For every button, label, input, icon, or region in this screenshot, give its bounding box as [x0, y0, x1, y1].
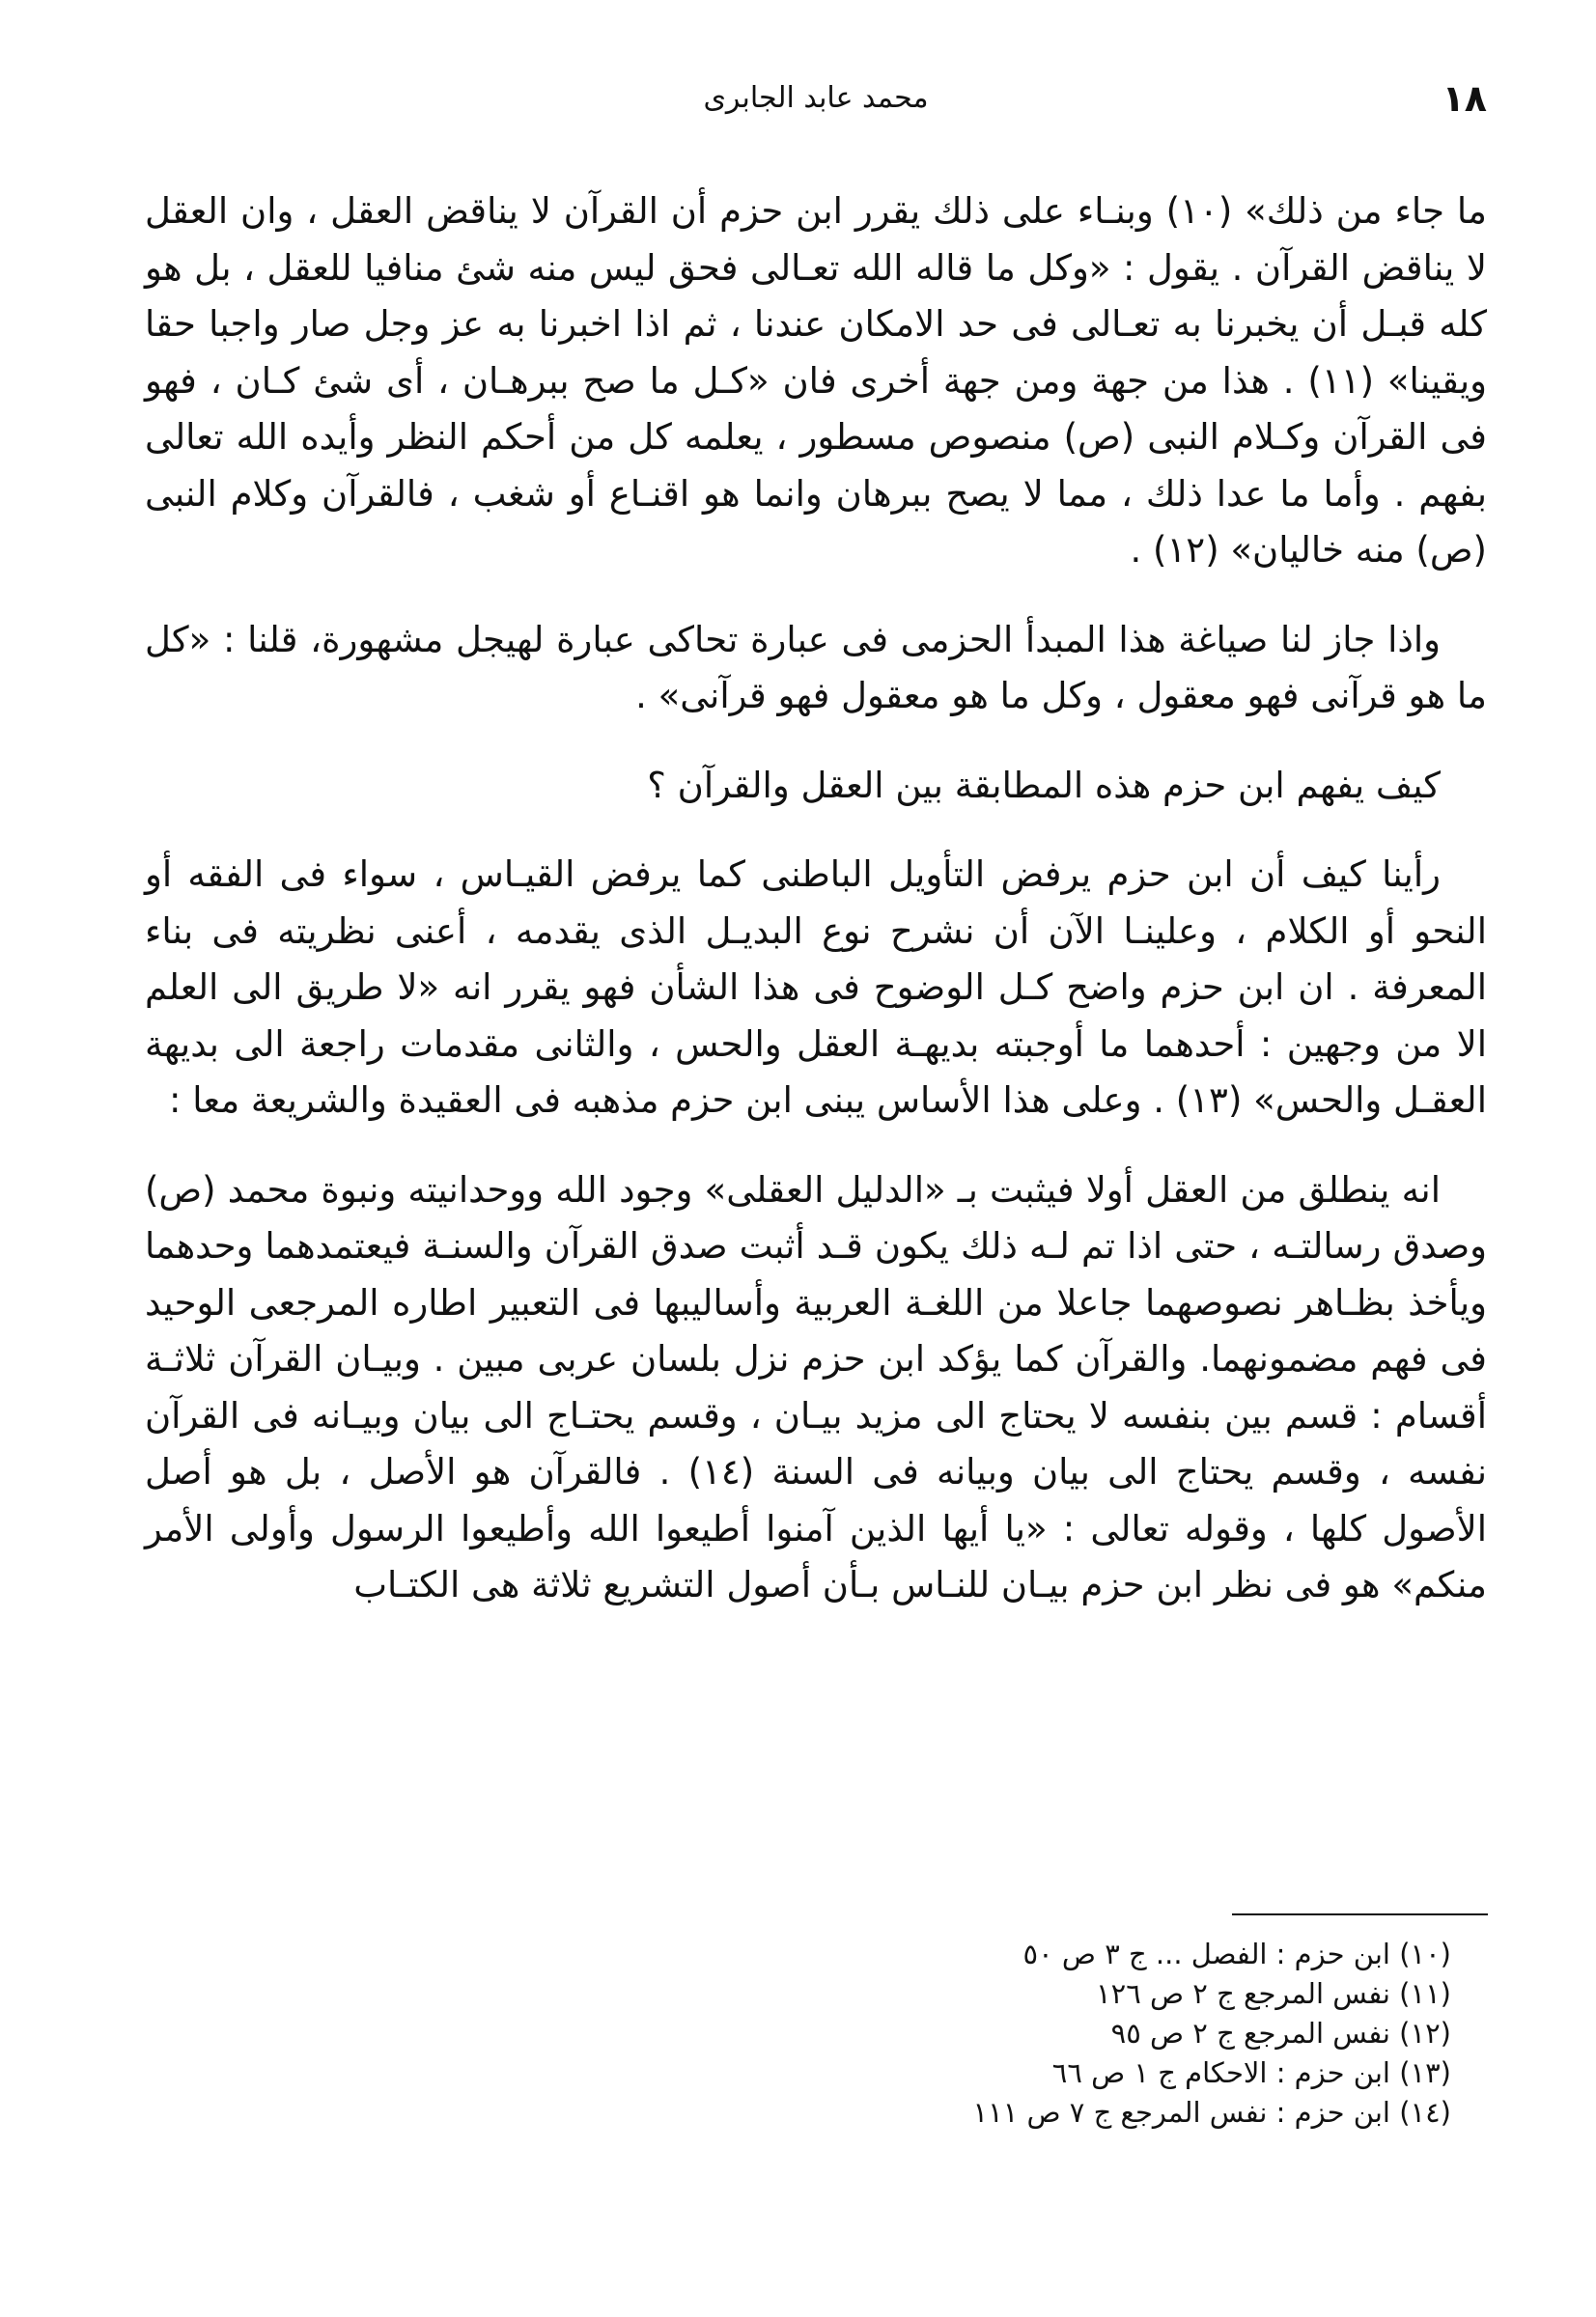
footnote-14: (١٤) ابن حزم : نفس المرجع ج ٧ ص ١١١ — [972, 2096, 1451, 2129]
footnote-11: (١١) نفس المرجع ج ٢ ص ١٢٦ — [1096, 1977, 1451, 2010]
footnotes — [775, 1935, 1451, 2133]
page-header — [145, 77, 1487, 135]
section-question: كيف يفهم ابن حزم هذه المطابقة بين العقل والقرآن ؟ — [647, 764, 1441, 806]
paragraph-1: ما جاء من ذلك» (١٠) وبنـاء على ذلك يقرر ابن حزم أن القرآن لا يناقض العقل ، وان العقل لا يناقض القرآن . يقول : «وكل ما قاله الله تعـالى فحق ليس منه شئ منافيا للعقل ، بل هو كله قبـل أن يخبرنا به تعـالى فى حد الامكان عندنا ، ثم اذا اخبرنا به عز وجل صار واجبا حقا ويقينا» (١١) . هذا من جهة ومن جهة أخرى فان «كـل ما صح ببرهـان ، أى شئ كـان ، فهو فى القرآن وكـلام النبى (ص) منصوص مسطور ، يعلمه كل من أحكم النظر وأيده الله تعالى بفهم . وأما ما عدا ذلك ، مما لا يصح ببرهان وانما هو اقنـاع أو شغب ، فالقرآن وكلام النبى (ص) منه خاليان» (١٢) . — [145, 190, 1487, 571]
body-text — [145, 183, 1487, 1647]
footnote-divider — [1232, 1913, 1488, 1915]
paragraph-2: واذا جاز لنا صياغة هذا المبدأ الحزمى فى عبارة تحاكى عبارة لهيجل مشهورة، قلنا : «كل ما هو قرآنى فهو معقول ، وكل ما هو معقول فهو قرآنى» . — [145, 618, 1487, 716]
paragraph-3: رأينا كيف أن ابن حزم يرفض التأويل الباطنى كما يرفض القيـاس ، سواء فى الفقه أو النحو أو الكلام ، وعلينـا الآن أن نشرح نوع البديـل الذى يقدمه ، أعنى نظريته فى بناء المعرفة . ان ابن حزم واضح كـل الوضوح فى هذا الشأن فهو يقرر انه «لا طريق الى العلم الا من وجهين : أحدهما ما أوجبته بديهـة العقل والحس ، والثانى مقدمات راجعة الى بديهة العقـل والحس» (١٣) . وعلى هذا الأساس يبنى ابن حزم مذهبه فى العقيدة والشريعة معا : — [145, 853, 1487, 1121]
running-title: محمد عابد الجابرى — [703, 81, 929, 115]
footnote-13: (١٣) ابن حزم : الاحكام ج ١ ص ٦٦ — [1051, 2056, 1451, 2089]
footnote-10: (١٠) ابن حزم : الفصل ... ج ٣ ص ٥٠ — [1022, 1938, 1451, 1970]
footnote-12: (١٢) نفس المرجع ج ٢ ص ٩٥ — [1110, 2017, 1451, 2050]
page-number: ١٨ — [1442, 77, 1487, 120]
paragraph-4: انه ينطلق من العقل أولا فيثبت بـ «الدليل العقلى» وجود الله ووحدانيته ونبوة محمد (ص) وصدق رسالتـه ، حتى اذا تم لـه ذلك يكون قـد أثبت صدق القرآن والسنـة فيعتمدهما وحدهما ويأخذ بظـاهر نصوصهما جاعلا من اللغـة العربية وأساليبها فى التعبير اطاره المرجعى الوحيد فى فهم مضمونهما. والقرآن كما يؤكد ابن حزم نزل بلسان عربى مبين . وبيـان القرآن ثلاثـة أقسام : قسم بين بنفسه لا يحتاج الى مزيد بيـان ، وقسم يحتـاج الى بيان وبيـانه فى القرآن نفسه ، وقسم يحتاج الى بيان وبيانه فى السنة (١٤) . فالقرآن هو الأصل ، بل هو أصل الأصول كلها ، وقوله تعالى : «يا أيها الذين آمنوا أطيعوا الله وأطيعوا الرسول وأولى الأمر منكم» هو فى نظر ابن حزم بيـان للنـاس بـأن أصول التشريع ثلاثة هى الكتـاب — [145, 1168, 1488, 1605]
